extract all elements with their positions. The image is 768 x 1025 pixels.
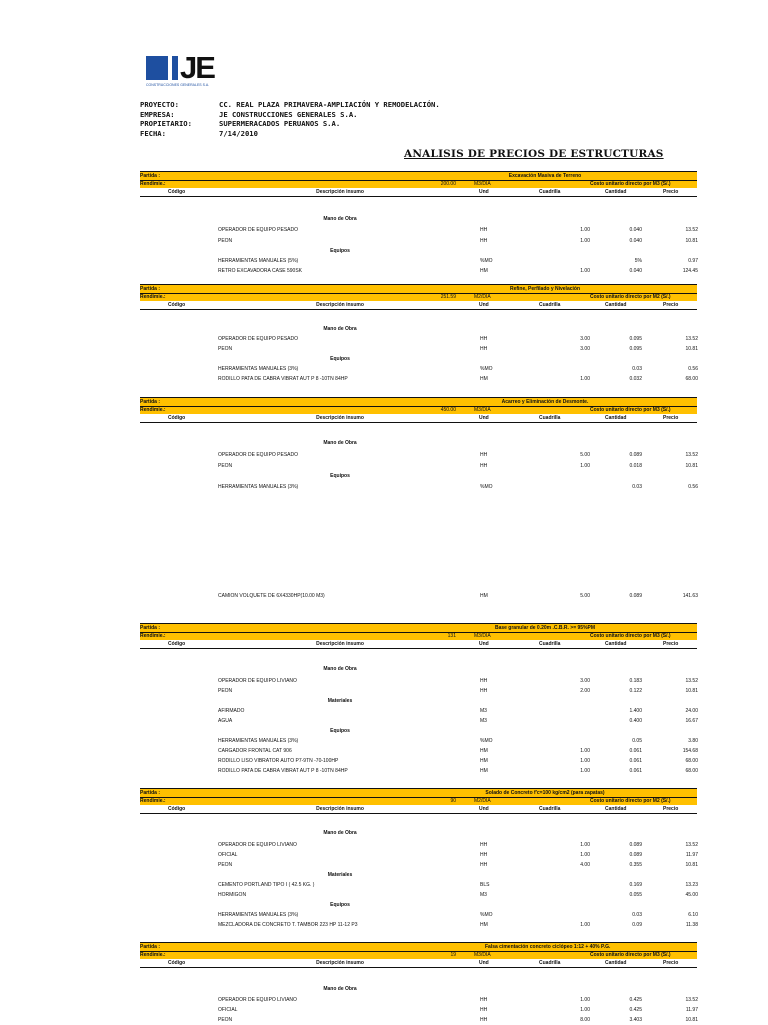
row-cantidad: 0.089 — [629, 593, 642, 599]
costo-unitario-label: Costo unitario directo por M3 (S/.) — [590, 407, 671, 413]
rendimiento-unit: M3/DIA — [474, 952, 491, 958]
row-cantidad: 0.122 — [629, 688, 642, 694]
header-label: FECHA: — [140, 129, 166, 139]
col-und: Und — [479, 415, 489, 421]
row-cantidad: 0.095 — [629, 336, 642, 342]
logo-square-icon — [146, 56, 168, 80]
category-heading: Equipos — [330, 356, 350, 362]
partida-label: Partida : — [140, 944, 161, 950]
row-cantidad: 0.089 — [629, 842, 642, 848]
row-cantidad: 0.425 — [629, 997, 642, 1003]
row-cantidad: 0.03 — [632, 484, 642, 490]
table-row — [140, 997, 697, 1005]
table-row — [140, 718, 697, 726]
row-und: HH — [480, 336, 488, 342]
category-heading: Equipos — [330, 902, 350, 908]
section-header-band — [140, 789, 697, 805]
partida-name: Refine, Perfilado y Nivelación — [509, 286, 581, 292]
row-precio: 24.00 — [685, 708, 698, 714]
rendimiento-label: Rendimie.: — [140, 181, 166, 187]
header-label: PROPIETARIO: — [140, 119, 192, 129]
category-heading: Mano de Obra — [323, 440, 357, 446]
rendimiento-unit: M2/DIA — [474, 294, 491, 300]
header-value: 7/14/2010 — [219, 129, 258, 139]
col-codigo: Código — [168, 302, 186, 308]
header-row-empresa — [140, 110, 440, 120]
row-cantidad: 0.055 — [629, 892, 642, 898]
row-precio: 13.52 — [685, 336, 698, 342]
category-heading: Equipos — [330, 728, 350, 734]
col-und: Und — [479, 806, 489, 812]
row-cuadrilla: 1.00 — [580, 238, 590, 244]
category-heading: Mano de Obra — [323, 216, 357, 222]
page-title: ANALISIS DE PRECIOS DE ESTRUCTURAS — [404, 148, 664, 160]
row-descripcion: OPERADOR DE EQUIPO PESADO — [218, 336, 299, 342]
partida-label: Partida : — [140, 399, 161, 405]
col-precio: Precio — [663, 189, 679, 195]
rendimiento-label: Rendimie.: — [140, 952, 166, 958]
row-cuadrilla: 1.00 — [580, 268, 590, 274]
category-heading: Materiales — [327, 698, 353, 704]
table-row — [140, 688, 697, 696]
partida-name: Acarreo y Eliminación de Desmonte. — [501, 399, 589, 405]
row-precio: 11.38 — [685, 922, 698, 928]
table-row — [140, 484, 697, 492]
row-cantidad: 0.018 — [629, 463, 642, 469]
col-cantidad: Cantidad — [605, 415, 627, 421]
row-cantidad: 0.061 — [629, 758, 642, 764]
row-precio: 68.00 — [685, 376, 698, 382]
row-und: HH — [480, 238, 488, 244]
row-cantidad: 1.400 — [629, 708, 642, 714]
row-cuadrilla: 1.00 — [580, 1007, 590, 1013]
table-row — [140, 238, 697, 246]
col-codigo: Código — [168, 189, 186, 195]
project-header — [140, 100, 440, 139]
row-und: HH — [480, 346, 488, 352]
row-descripcion: MEZCLADORA DE CONCRETO T. TAMBOR 223 HP 11-12 P3 — [218, 922, 358, 928]
rendimiento-value: 131 — [447, 633, 456, 639]
row-cantidad: 0.032 — [629, 376, 642, 382]
rendimiento-value: 251.59 — [440, 294, 456, 300]
partida-name: Falsa cimentación concreto ciclópeo 1:12 + 40% P.G. — [485, 944, 611, 950]
row-descripcion: HERRAMIENTAS MANUALES (3%) — [218, 484, 299, 490]
logo-subtitle: CONSTRUCCIONES GENERALES S.A. — [146, 83, 210, 87]
row-precio: 45.00 — [685, 892, 698, 898]
row-cuadrilla: 1.00 — [580, 922, 590, 928]
col-codigo: Código — [168, 415, 186, 421]
row-descripcion: CAMION VOLQUETE DE 6X4330HP(10.00 M3) — [218, 593, 325, 599]
col-precio: Precio — [663, 641, 679, 647]
section-header-band — [140, 285, 697, 301]
category-heading: Mano de Obra — [323, 666, 357, 672]
row-cantidad: 3.403 — [629, 1017, 642, 1023]
row-cantidad: 0.400 — [629, 718, 642, 724]
table-row — [140, 346, 697, 354]
table-row — [140, 892, 697, 900]
row-cantidad: 0.183 — [629, 678, 642, 684]
category-heading: Equipos — [330, 473, 350, 479]
row-precio: 10.81 — [685, 1017, 698, 1023]
col-codigo: Código — [168, 641, 186, 647]
row-cantidad: 0.09 — [632, 922, 642, 928]
row-descripcion: RODILLO PATA DE CABRA VIBRAT AUT P 8 -10TN 84HP — [218, 768, 348, 774]
col-descripcion: Descripción insumo — [316, 189, 364, 195]
row-cantidad: 0.03 — [632, 912, 642, 918]
rendimiento-label: Rendimie.: — [140, 407, 166, 413]
row-und: HH — [480, 678, 488, 684]
row-und: HH — [480, 227, 488, 233]
col-precio: Precio — [663, 960, 679, 966]
row-descripcion: CARGADOR FRONTAL CAT 906 — [218, 748, 292, 754]
row-cuadrilla: 3.00 — [580, 336, 590, 342]
row-cuadrilla: 5.00 — [580, 593, 590, 599]
partida-name: Solado de Concreto f'c=100 kg/cm2 (para zapatas) — [485, 790, 605, 796]
row-cantidad: 0.089 — [629, 852, 642, 858]
row-und: HH — [480, 852, 488, 858]
row-und: HH — [480, 452, 488, 458]
column-headers — [140, 301, 697, 310]
company-logo — [146, 52, 236, 92]
row-cuadrilla: 5.00 — [580, 452, 590, 458]
row-cantidad: 0.095 — [629, 346, 642, 352]
column-headers — [140, 805, 697, 814]
col-cuadrilla: Cuadrilla — [539, 960, 561, 966]
row-precio: 13.52 — [685, 452, 698, 458]
col-descripcion: Descripción insumo — [316, 302, 364, 308]
row-descripcion: OPERADOR DE EQUIPO PESADO — [218, 452, 299, 458]
row-cuadrilla: 1.00 — [580, 376, 590, 382]
row-precio: 0.56 — [688, 366, 698, 372]
row-descripcion: PEON — [218, 1017, 233, 1023]
row-cantidad: 0.03 — [632, 366, 642, 372]
table-row — [140, 738, 697, 746]
row-cuadrilla: 1.00 — [580, 842, 590, 848]
category-heading: Mano de Obra — [323, 830, 357, 836]
row-und: %MO — [480, 738, 493, 744]
costo-unitario-label: Costo unitario directo por M3 (S/.) — [590, 633, 671, 639]
col-precio: Precio — [663, 302, 679, 308]
row-cuadrilla: 3.00 — [580, 678, 590, 684]
section-header-band — [140, 624, 697, 640]
section-header-band — [140, 943, 697, 959]
column-headers — [140, 188, 697, 197]
row-precio: 13.52 — [685, 997, 698, 1003]
rendimiento-unit: M3/DIA — [474, 407, 491, 413]
partida-label: Partida : — [140, 625, 161, 631]
row-cuadrilla: 1.00 — [580, 463, 590, 469]
row-descripcion: RODILLO PATA DE CABRA VIBRAT AUT P 8 -10TN 84HP — [218, 376, 348, 382]
row-precio: 0.56 — [688, 484, 698, 490]
row-und: HH — [480, 463, 488, 469]
table-row — [140, 258, 697, 266]
table-row — [140, 1007, 697, 1015]
row-cantidad: 0.089 — [629, 452, 642, 458]
row-descripcion: CEMENTO PORTLAND TIPO I ( 42.5 KG. ) — [218, 882, 315, 888]
table-row — [140, 227, 697, 235]
row-und: M3 — [480, 708, 487, 714]
row-precio: 10.81 — [685, 346, 698, 352]
header-label: EMPRESA: — [140, 109, 175, 119]
row-descripcion: PEON — [218, 862, 233, 868]
costo-unitario-label: Costo unitario directo por M3 (S/.) — [590, 181, 671, 187]
row-descripcion: OPERADOR DE EQUIPO LIVIANO — [218, 842, 297, 848]
row-descripcion: RETRO EXCAVADORA CASE 590SK — [218, 268, 303, 274]
costo-unitario-label: Costo unitario directo por M2 (S/.) — [590, 798, 671, 804]
table-row — [140, 708, 697, 716]
partida-name: Base granular de 0.20m .C.B.R. >= 95%PM — [494, 625, 596, 631]
category-heading: Equipos — [330, 248, 350, 254]
row-precio: 13.52 — [685, 227, 698, 233]
row-precio: 10.81 — [685, 688, 698, 694]
rendimiento-unit: M3/DIA — [474, 633, 491, 639]
col-cuadrilla: Cuadrilla — [539, 415, 561, 421]
row-cuadrilla: 1.00 — [580, 758, 590, 764]
row-und: HM — [480, 376, 488, 382]
row-precio: 13.52 — [685, 678, 698, 684]
row-und: HH — [480, 842, 488, 848]
partida-name: Excavación Masiva de Terreno — [508, 173, 582, 179]
row-precio: 6.10 — [688, 912, 698, 918]
row-cantidad: 0.355 — [629, 862, 642, 868]
row-cuadrilla: 1.00 — [580, 852, 590, 858]
column-headers — [140, 959, 697, 968]
rendimiento-unit: M2/DIA — [474, 798, 491, 804]
col-cantidad: Cantidad — [605, 302, 627, 308]
row-descripcion: HERRAMIENTAS MANUALES (3%) — [218, 738, 299, 744]
col-cuadrilla: Cuadrilla — [539, 806, 561, 812]
row-cuadrilla: 1.00 — [580, 748, 590, 754]
row-cuadrilla: 1.00 — [580, 227, 590, 233]
col-cantidad: Cantidad — [605, 189, 627, 195]
table-row — [140, 452, 697, 460]
col-und: Und — [479, 960, 489, 966]
table-row — [140, 768, 697, 776]
row-descripcion: OPERADOR DE EQUIPO LIVIANO — [218, 678, 297, 684]
row-descripcion: OPERADOR DE EQUIPO LIVIANO — [218, 997, 297, 1003]
partida-label: Partida : — [140, 286, 161, 292]
section-header-band — [140, 172, 697, 188]
row-descripcion: HORMIGON — [218, 892, 247, 898]
row-precio: 68.00 — [685, 768, 698, 774]
row-cantidad: 0.040 — [629, 227, 642, 233]
table-row — [140, 366, 697, 374]
row-cuadrilla: 1.00 — [580, 768, 590, 774]
row-und: HM — [480, 748, 488, 754]
row-descripcion: PEON — [218, 688, 233, 694]
table-row — [140, 463, 697, 471]
row-cantidad: 0.061 — [629, 748, 642, 754]
table-row — [140, 852, 697, 860]
partida-label: Partida : — [140, 790, 161, 796]
rendimiento-label: Rendimie.: — [140, 798, 166, 804]
costo-unitario-label: Costo unitario directo por M3 (S/.) — [590, 952, 671, 958]
row-precio: 141.63 — [682, 593, 698, 599]
column-headers — [140, 640, 697, 649]
rendimiento-value: 450.00 — [440, 407, 456, 413]
col-descripcion: Descripción insumo — [316, 960, 364, 966]
row-descripcion: HERRAMIENTAS MANUALES (3%) — [218, 912, 299, 918]
row-cantidad: 0.425 — [629, 1007, 642, 1013]
row-und: HM — [480, 768, 488, 774]
row-und: %MO — [480, 484, 493, 490]
row-descripcion: OFICIAL — [218, 852, 238, 858]
table-row — [140, 882, 697, 890]
row-und: BLS — [480, 882, 490, 888]
row-precio: 13.23 — [685, 882, 698, 888]
header-row-fecha — [140, 129, 440, 139]
row-descripcion: AGUA — [218, 718, 233, 724]
table-row — [140, 862, 697, 870]
row-cantidad: 0.061 — [629, 768, 642, 774]
row-und: M3 — [480, 892, 487, 898]
row-und: HM — [480, 758, 488, 764]
row-precio: 16.67 — [685, 718, 698, 724]
header-value: CC. REAL PLAZA PRIMAVERA-AMPLIACIÓN Y REMODELACIÓN. — [219, 100, 440, 109]
column-headers — [140, 414, 697, 423]
col-descripcion: Descripción insumo — [316, 641, 364, 647]
col-und: Und — [479, 302, 489, 308]
col-precio: Precio — [663, 806, 679, 812]
row-descripcion: PEON — [218, 238, 233, 244]
row-precio: 3.80 — [688, 738, 698, 744]
rendimiento-value: 19 — [450, 952, 456, 958]
row-cuadrilla: 8.00 — [580, 1017, 590, 1023]
category-heading: Mano de Obra — [323, 326, 357, 332]
header-row-proyecto — [140, 100, 440, 110]
row-und: HM — [480, 593, 488, 599]
col-cuadrilla: Cuadrilla — [539, 302, 561, 308]
logo-bar-icon — [172, 56, 178, 80]
row-cantidad: 0.169 — [629, 882, 642, 888]
table-row — [140, 268, 697, 276]
row-descripcion: HERRAMIENTAS MANUALES (3%) — [218, 366, 299, 372]
row-precio: 11.97 — [685, 1007, 698, 1013]
row-cuadrilla: 4.00 — [580, 862, 590, 868]
header-value: JE CONSTRUCCIONES GENERALES S.A. — [219, 109, 358, 119]
col-descripcion: Descripción insumo — [316, 415, 364, 421]
row-und: %MO — [480, 258, 493, 264]
col-codigo: Código — [168, 960, 186, 966]
table-row — [140, 336, 697, 344]
col-cuadrilla: Cuadrilla — [539, 641, 561, 647]
header-value: SUPERMERACADOS PERUANOS S.A. — [219, 119, 341, 129]
row-precio: 10.81 — [685, 463, 698, 469]
row-und: HH — [480, 862, 488, 868]
table-row — [140, 758, 697, 766]
costo-unitario-label: Costo unitario directo por M2 (S/.) — [590, 294, 671, 300]
col-descripcion: Descripción insumo — [316, 806, 364, 812]
category-heading: Materiales — [327, 872, 353, 878]
col-precio: Precio — [663, 415, 679, 421]
section-header-band — [140, 398, 697, 414]
col-cantidad: Cantidad — [605, 806, 627, 812]
col-cantidad: Cantidad — [605, 960, 627, 966]
row-descripcion: HERRAMIENTAS MANUALES (5%) — [218, 258, 299, 264]
row-precio: 11.97 — [685, 852, 698, 858]
row-precio: 0.97 — [688, 258, 698, 264]
logo-text: JE — [180, 50, 214, 85]
table-row — [140, 912, 697, 920]
row-und: HM — [480, 922, 488, 928]
row-cantidad: 0.040 — [629, 238, 642, 244]
rendimiento-unit: M3/DIA — [474, 181, 491, 187]
row-precio: 124.45 — [682, 268, 698, 274]
table-row — [140, 842, 697, 850]
table-row — [140, 593, 697, 601]
col-und: Und — [479, 189, 489, 195]
row-und: HH — [480, 688, 488, 694]
row-cuadrilla: 3.00 — [580, 346, 590, 352]
rendimiento-value: 200.00 — [440, 181, 456, 187]
row-cantidad: 0.05 — [632, 738, 642, 744]
row-cantidad: 0.040 — [629, 268, 642, 274]
row-cuadrilla: 1.00 — [580, 997, 590, 1003]
table-row — [140, 678, 697, 686]
table-row — [140, 748, 697, 756]
col-codigo: Código — [168, 806, 186, 812]
row-descripcion: PEON — [218, 346, 233, 352]
row-cantidad: 5% — [634, 258, 642, 264]
row-und: M3 — [480, 718, 487, 724]
rendimiento-label: Rendimie.: — [140, 633, 166, 639]
row-precio: 10.81 — [685, 238, 698, 244]
category-heading: Mano de Obra — [323, 986, 357, 992]
col-cuadrilla: Cuadrilla — [539, 189, 561, 195]
row-und: HM — [480, 268, 488, 274]
row-descripcion: OPERADOR DE EQUIPO PESADO — [218, 227, 299, 233]
table-row — [140, 376, 697, 384]
table-row — [140, 922, 697, 930]
row-cuadrilla: 2.00 — [580, 688, 590, 694]
row-und: HH — [480, 1017, 488, 1023]
row-descripcion: OFICIAL — [218, 1007, 238, 1013]
header-label: PROYECTO: — [140, 100, 179, 109]
row-und: %MO — [480, 912, 493, 918]
row-und: HH — [480, 997, 488, 1003]
header-row-propietario — [140, 119, 440, 129]
rendimiento-value: 90 — [450, 798, 456, 804]
rendimiento-label: Rendimie.: — [140, 294, 166, 300]
row-descripcion: RODILLO LISO VIBRATOR AUTO P7-9TN -70-100HP — [218, 758, 339, 764]
row-precio: 154.68 — [682, 748, 698, 754]
row-precio: 13.52 — [685, 842, 698, 848]
row-precio: 10.81 — [685, 862, 698, 868]
col-und: Und — [479, 641, 489, 647]
partida-label: Partida : — [140, 173, 161, 179]
row-descripcion: PEON — [218, 463, 233, 469]
row-und: %MO — [480, 366, 493, 372]
col-cantidad: Cantidad — [605, 641, 627, 647]
row-descripcion: AFIRMADO — [218, 708, 245, 714]
row-precio: 68.00 — [685, 758, 698, 764]
row-und: HH — [480, 1007, 488, 1013]
